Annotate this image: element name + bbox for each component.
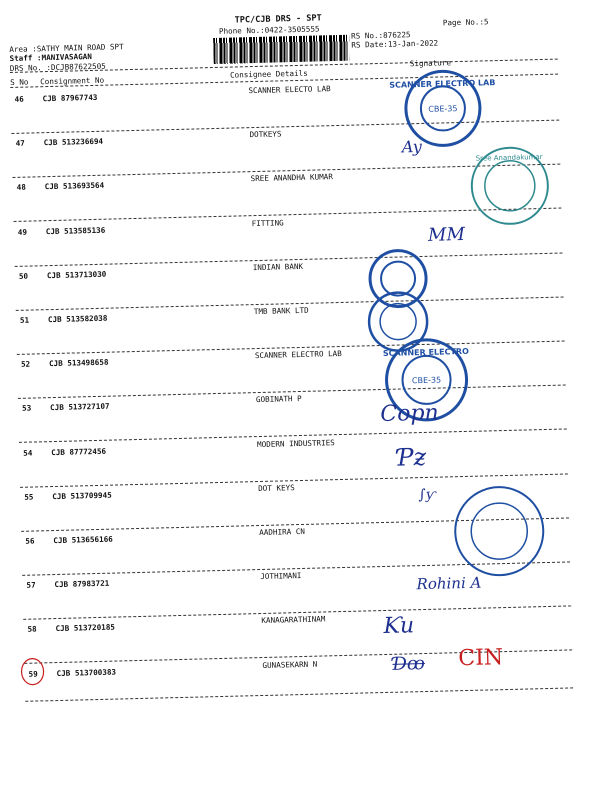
row-consignment-number: CJB 513693564	[44, 181, 105, 192]
row-consignment-number: CJB 513656166	[53, 534, 113, 546]
row-consignee: DOTKEYS	[249, 129, 282, 140]
row-sno: 46	[14, 94, 24, 104]
signature-59: Ɗꝏ	[392, 653, 426, 675]
row-consignment-number: CJB 87983721	[54, 578, 110, 590]
row-sno: 58	[27, 624, 37, 635]
row-consignee: FITTING	[251, 217, 284, 228]
row-consignment-number: CJB 513713030	[46, 269, 107, 280]
area-label: Area :SATHY MAIN ROAD SPT	[9, 42, 124, 54]
stamp-cbe-mid: CBE-35	[411, 375, 442, 386]
footer-divider	[25, 687, 573, 701]
row-sno: 48	[16, 183, 26, 193]
drs-number: DRS No. :DCJB87622505	[9, 61, 106, 73]
row-sno: 56	[25, 536, 35, 546]
row-sno: 47	[15, 138, 25, 149]
row-consignment-number: CJB 513700383	[56, 667, 117, 678]
row-consignee: SCANNER ELECTRO LAB	[254, 349, 342, 361]
signature-54: Ƥƶ	[397, 442, 427, 472]
column-consignment: Consignment No	[40, 75, 105, 87]
row-consignment-number: CJB 513585136	[45, 225, 106, 236]
row-sno: 52	[20, 359, 31, 369]
signature-49: MM	[427, 223, 466, 246]
row-sno: 51	[19, 315, 30, 325]
row-consignment-number: CJB 513236694	[43, 136, 104, 148]
row-consignment-number: CJB 513582038	[47, 313, 108, 325]
signature-53: Copn	[380, 400, 440, 428]
red-circle-mark	[18, 656, 47, 687]
phone-number: Phone No.:0422-3505555	[218, 24, 320, 36]
column-sno: S No	[10, 77, 29, 87]
signature-55: ∫ƴ	[418, 486, 437, 504]
row-consignee: DOT KEYS	[258, 482, 295, 493]
stamp-text-mid: SCANNER ELECTRO	[382, 346, 469, 358]
row-consignee: SCANNER ELECTO LAB	[248, 84, 331, 96]
signature-58: Ƙu	[383, 613, 415, 640]
row-consignment-number: CJB 513727107	[50, 402, 110, 413]
row-consignment-number: CJB 87772456	[51, 446, 107, 457]
sheet-title: TPC/CJB DRS - SPT	[234, 13, 322, 26]
barcode	[213, 35, 350, 64]
stamp-cbe-top: CBE-35	[428, 104, 458, 114]
row-sno: 57	[26, 580, 36, 590]
rs-number: RS No.:876225	[351, 30, 411, 41]
row-sno: 53	[22, 403, 32, 414]
column-signature: Signature	[409, 58, 452, 69]
rs-date: RS Date:13-Jan-2022	[351, 38, 439, 50]
signature-47: Ay	[401, 136, 423, 157]
stamp-text-top: SCANNER ELECTRO LAB	[389, 78, 496, 90]
row-consignment-number: CJB 513720185	[55, 622, 116, 634]
signature-57: Rohini A	[416, 573, 482, 594]
row-consignee: KANAGARATHINAM	[261, 614, 326, 626]
column-consignee: Consignee Details	[229, 68, 308, 80]
row-consignment-number: CJB 87967743	[42, 92, 98, 104]
row-consignee: AADHIRA CN	[259, 526, 306, 538]
row-consignee: GOBINATH P	[255, 394, 302, 405]
row-consignee: INDIAN BANK	[252, 261, 304, 272]
row-consignee: SREE ANANDHA KUMAR	[250, 172, 333, 184]
row-consignee: TMB BANK LTD	[253, 305, 309, 317]
row-consignee: GUNASEKARN N	[262, 659, 318, 670]
row-sno: 54	[23, 448, 33, 458]
sree-anandakumar-stamp	[468, 144, 552, 228]
page-number: Page No.:5	[442, 17, 489, 28]
oval-company-stamp	[448, 480, 550, 582]
row-sno: 55	[24, 492, 34, 502]
signature-59-red: CIN	[458, 645, 504, 672]
row-sno: 50	[18, 271, 29, 281]
row-consignee: JOTHIMANI	[260, 571, 302, 582]
row-sno: 49	[17, 227, 28, 237]
row-consignee: MODERN INDUSTRIES	[256, 437, 335, 449]
staff-label: Staff :MANIVASAGAN	[9, 51, 92, 63]
sree-stamp-text: Sree Anandakumar	[475, 153, 543, 163]
row-sno: 59	[28, 669, 38, 679]
row-consignment-number: CJB 513709945	[52, 490, 112, 501]
row-consignment-number: CJB 513498658	[48, 357, 109, 369]
